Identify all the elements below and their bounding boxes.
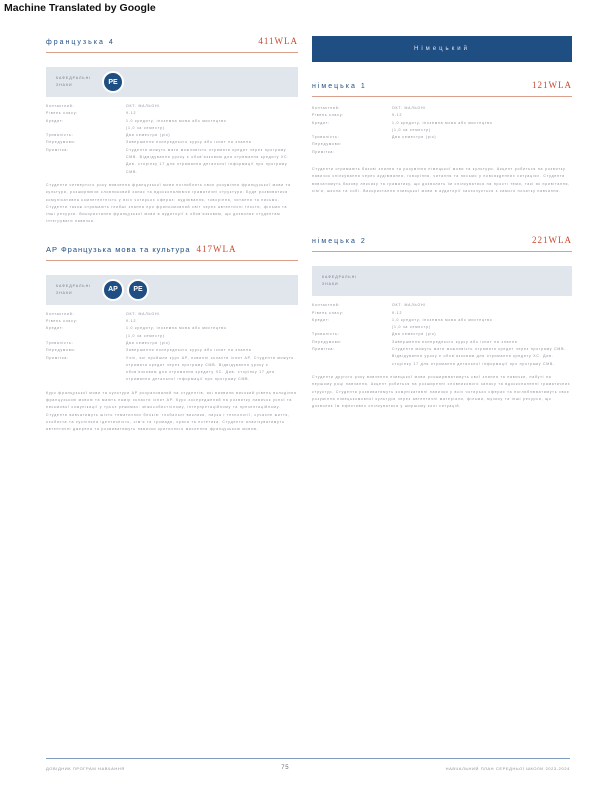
- course-header-ap-french: [46, 244, 298, 261]
- ap-badge-icon: AP: [102, 279, 124, 301]
- meta-row: Рівень класу: 9-12: [46, 111, 137, 116]
- course-code: 411WLA: [258, 36, 298, 46]
- footer-left-text: ДОВІДНИК ПРОГРАМ НАВЧАННЯ: [46, 765, 125, 771]
- course-description: Курс французької мови та культури AP розрахований на студентів, які виявили високий рівень володіння французькою мовою та мають намір скласти іспит AP. Курс зосереджений на розвитку навичок усної та письмової комунікації у трьох режимах: міжособистісному, інтерпретаційному та презентаційному. Студенти вивчатимуть шість тематичних блоків: глобальні виклики, наука і технології, сучасне життя, особиста та суспільна ідентичність, сім'я та громади, краса та естетика. Студенти аналізуватимуть автентичні джерела та розвиватимуть навички критичного мислення французькою мовою.: [46, 390, 297, 432]
- meta-row: Рівень класу: 9-12: [46, 319, 137, 324]
- department-badges-box: [46, 275, 298, 305]
- page-footer: [46, 758, 570, 771]
- meta-row: (1,0 за семестр): [126, 125, 165, 130]
- course-description: Студенти четвертого року вивчення французької мови поглиблять своє розуміння французької мови та культури, розширюючи словниковий запас та вдосконалюючи граматичні структури. Буде розвиватися комунікативна компетентність у всіх чотирьох сферах: аудіювання, говоріння, читання та письмо. Студенти також отримають глибші знання про франкомовний світ через автентичні тексти, фільми та інші ресурси. Використання французької мови в аудиторії є обов'язковим, що дозволяє студентам інтегрувати навички.: [46, 182, 291, 224]
- course-meta: [46, 311, 298, 384]
- meta-row: Передумови: Завершення попереднього курсу або іспит на знання: [46, 140, 252, 145]
- meta-row: Тривалість: Два семестри (рік): [312, 135, 437, 140]
- course-meta: [312, 302, 572, 368]
- department-badges-box: [312, 266, 572, 296]
- course-header-french-4: [46, 36, 298, 53]
- meta-row: Кредит: 1,0 кредиту, іноземна мова або мистецтво: [312, 317, 493, 322]
- course-code: 221WLA: [532, 235, 572, 246]
- pe-badge-icon: PE: [127, 279, 149, 301]
- course-title: AP Французька мова та культура: [46, 244, 191, 254]
- meta-row: Кредит: 1,0 кредиту, іноземна мова або мистецтво: [46, 118, 227, 123]
- meta-row: Рівень класу: 9-12: [312, 113, 403, 118]
- course-code: 121WLA: [532, 80, 572, 90]
- course-title: німецька 2: [312, 238, 367, 246]
- course-title: німецька 1: [312, 83, 367, 90]
- section-banner-german: [312, 36, 572, 62]
- meta-row: Контактний: ОКТ. МАЛЬОНІ: [46, 311, 161, 316]
- section-title: Німецький: [413, 46, 471, 52]
- department-badges-box: [46, 67, 298, 97]
- badges-label: КАФЕДРАЛЬНІ ЗНАКИ: [56, 76, 92, 87]
- meta-row: (1,0 за семестр): [126, 333, 165, 338]
- course-title: французька 4: [46, 39, 115, 46]
- meta-row: Кредит: 1,0 кредиту, іноземна мова або мистецтво: [312, 120, 493, 125]
- meta-row: Кредит: 1,0 кредиту, іноземна мова або мистецтво: [46, 326, 227, 331]
- meta-row: Примітка:: [312, 149, 335, 154]
- course-meta: [312, 105, 572, 156]
- meta-row: Примітка: Учні, які пройшли курс AP, повинні скласти іспит AP. Студенти можуть отримати кредит через програму СМВ. Відвідування уроку є обов'язковим для отримання кредиту ХС. Див. сторінку 17 для отримання детальної інформації про програму СМВ.: [46, 355, 295, 382]
- machine-translated-banner: Machine Translated by Google: [4, 2, 156, 14]
- footer-right-text: НАВЧАЛЬНИЙ ПЛАН СЕРЕДНЬОЇ ШКОЛИ 2023-2024: [445, 765, 570, 771]
- meta-row: Тривалість: Два семестри (рік): [46, 340, 171, 345]
- course-description: Студенти отримають базові знання та розуміння німецької мови та культури. Акцент робиться на розвитку навичок спілкування через аудіювання, говоріння, читання та письмо у повсякденних ситуаціях. Студенти вивчатимуть базову лексику та граматику, що дозволить їм спілкуватися на прості теми, такі як привітання, сім'я, школа та хобі. Використання німецької мови в аудиторії заохочується з самого початку навчання.: [312, 167, 570, 193]
- meta-row: Передумови: Завершення попереднього курсу або іспит на знання: [46, 348, 252, 353]
- pe-badge-icon: PE: [102, 71, 124, 93]
- meta-row: Примітка: Студенти можуть мати можливість отримати кредит через програму СМВ. Відвідування уроку є обов'язковим для отримання кредиту ХС. Див. сторінку 17 для отримання детальної інформації про програму СМВ.: [312, 347, 567, 366]
- meta-row: (1,0 за семестр): [392, 325, 431, 330]
- badges-label: КАФЕДРАЛЬНІ ЗНАКИ: [56, 283, 92, 295]
- meta-row: Рівень класу: 9-12: [312, 310, 403, 315]
- page-number: 75: [281, 765, 290, 771]
- meta-row: Примітка: Студенти можуть мати можливість отримати кредит через програму СМВ. Відвідування уроку є обов'язковим для отримання кредиту ХС. Див. сторінку 17 для отримання детальної інформації про програму СМВ.: [46, 147, 290, 174]
- left-column: [46, 36, 298, 434]
- meta-row: Тривалість: Два семестри (рік): [312, 332, 437, 337]
- meta-row: Передумови: Завершення попереднього курсу або іспит на знання: [312, 339, 518, 344]
- course-header-german-2: [312, 235, 572, 252]
- meta-row: Контактний: ОКТ. МАЛЬОНІ: [312, 106, 427, 110]
- course-meta: [46, 103, 298, 176]
- badges-label: КАФЕДРАЛЬНІ ЗНАКИ: [322, 275, 358, 287]
- course-description: Студенти другого року вивчення німецької мови розширюватимуть свої знання та навички, набуті на першому році навчання. Акцент робиться на розширенні словникового запасу та вдосконаленні граматичних структур. Студенти розвиватимуть комунікативні навички у всіх чотирьох сферах та поглиблюватимуть своє розуміння німецькомовної культури через автентичні матеріали, фільми, музику та інші ресурси, що дозволяє їм ефективно спілкуватися у ширшому колі ситуацій.: [312, 374, 571, 409]
- meta-row: (1,0 за семестр): [392, 127, 431, 132]
- right-column: [312, 36, 572, 410]
- meta-row: Контактний: ОКТ. МАЛЬОНІ: [46, 104, 161, 108]
- meta-row: Передумови:: [312, 142, 342, 147]
- meta-row: Контактний: ОКТ. МАЛЬОНІ: [312, 303, 427, 308]
- meta-row: Тривалість: Два семестри (рік): [46, 133, 171, 138]
- course-header-german-1: [312, 80, 572, 97]
- course-code: 417WLA: [196, 243, 237, 254]
